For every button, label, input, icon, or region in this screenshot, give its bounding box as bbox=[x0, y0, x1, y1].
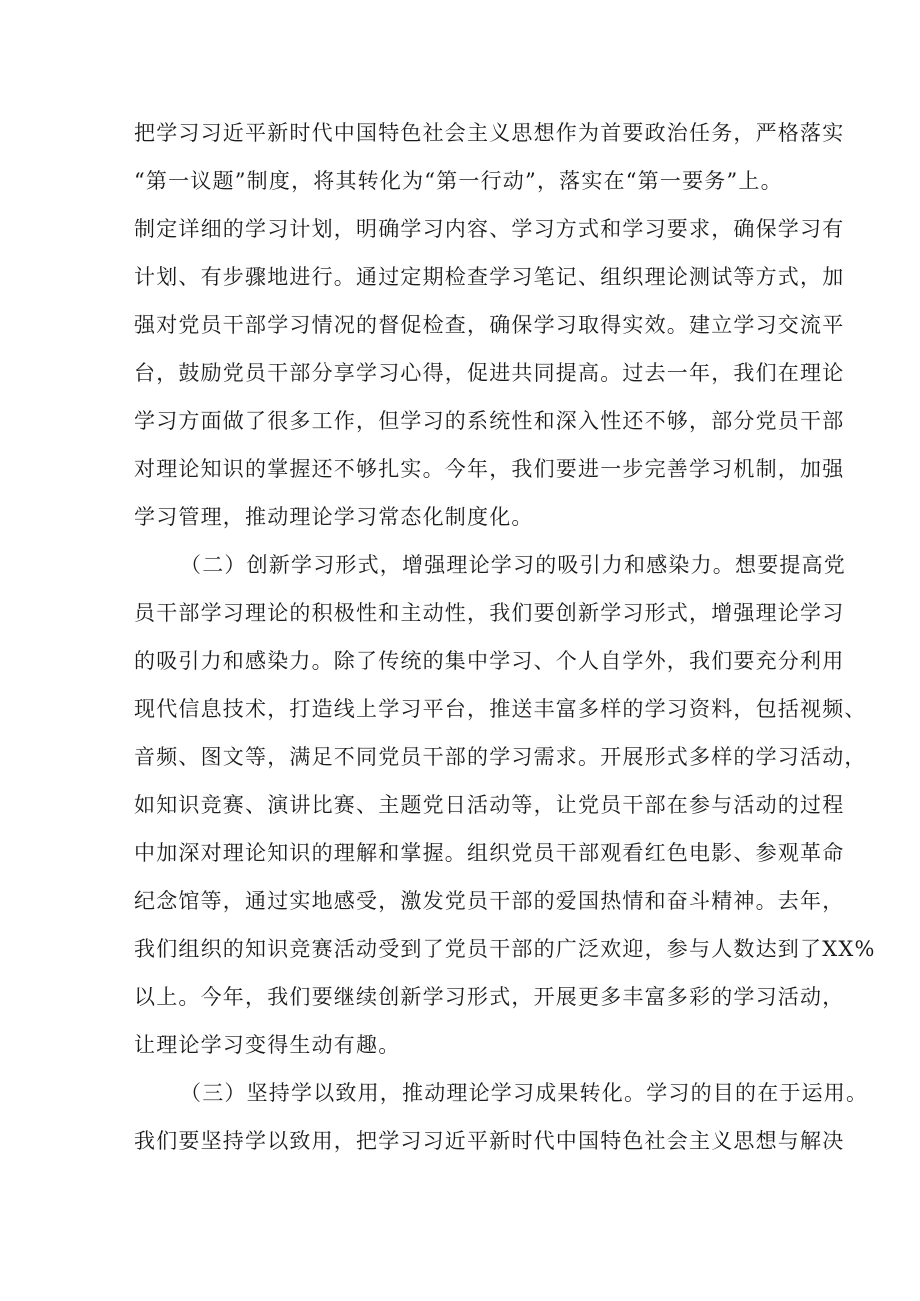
text-line: 的吸引力和感染力。除了传统的集中学习、个人自学外，我们要充分利用 bbox=[134, 649, 845, 673]
text-line: 把学习习近平新时代中国特色社会主义思想作为首要政治任务，严格落实 bbox=[134, 121, 845, 145]
text-line: 让理论学习变得生动有趣。 bbox=[134, 1033, 401, 1057]
paragraph-heading-line: （三）坚持学以致用，推动理论学习成果转化。学习的目的在于运用。 bbox=[180, 1081, 869, 1105]
text-line: 学习方面做了很多工作，但学习的系统性和深入性还不够，部分党员干部 bbox=[134, 409, 845, 433]
text-line: 如知识竞赛、演讲比赛、主题党日活动等，让党员干部在参与活动的过程 bbox=[134, 793, 845, 817]
text-line: 对理论知识的掌握还不够扎实。今年，我们要进一步完善学习机制，加强 bbox=[134, 457, 845, 481]
text-line: 中加深对理论知识的理解和掌握。组织党员干部观看红色电影、参观革命 bbox=[134, 841, 845, 865]
text-line: 员干部学习理论的积极性和主动性，我们要创新学习形式，增强理论学习 bbox=[134, 601, 845, 625]
paragraph-heading-line: （二）创新学习形式，增强理论学习的吸引力和感染力。想要提高党 bbox=[180, 553, 846, 577]
text-line: “第一议题”制度，将其转化为“第一行动”，落实在“第一要务”上。 bbox=[134, 169, 783, 193]
text-line: 学习管理，推动理论学习常态化制度化。 bbox=[134, 505, 534, 529]
text-line: 我们要坚持学以致用，把学习习近平新时代中国特色社会主义思想与解决 bbox=[134, 1129, 845, 1153]
text-line: 音频、图文等，满足不同党员干部的学习需求。开展形式多样的学习活动， bbox=[134, 745, 867, 769]
text-line: 制定详细的学习计划，明确学习内容、学习方式和学习要求，确保学习有 bbox=[134, 217, 845, 241]
text-line: 纪念馆等，通过实地感受，激发党员干部的爱国热情和奋斗精神。去年， bbox=[134, 889, 845, 913]
text-line: 台，鼓励党员干部分享学习心得，促进共同提高。过去一年，我们在理论 bbox=[134, 361, 845, 385]
text-line: 以上。今年，我们要继续创新学习形式，开展更多丰富多彩的学习活动， bbox=[134, 985, 845, 1009]
text-line: 我们组织的知识竞赛活动受到了党员干部的广泛欢迎，参与人数达到了XX% bbox=[134, 937, 876, 961]
text-line: 现代信息技术，打造线上学习平台，推送丰富多样的学习资料，包括视频、 bbox=[134, 697, 867, 721]
text-line: 计划、有步骤地进行。通过定期检查学习笔记、组织理论测试等方式，加 bbox=[134, 265, 845, 289]
text-line: 强对党员干部学习情况的督促检查，确保学习取得实效。建立学习交流平 bbox=[134, 313, 845, 337]
